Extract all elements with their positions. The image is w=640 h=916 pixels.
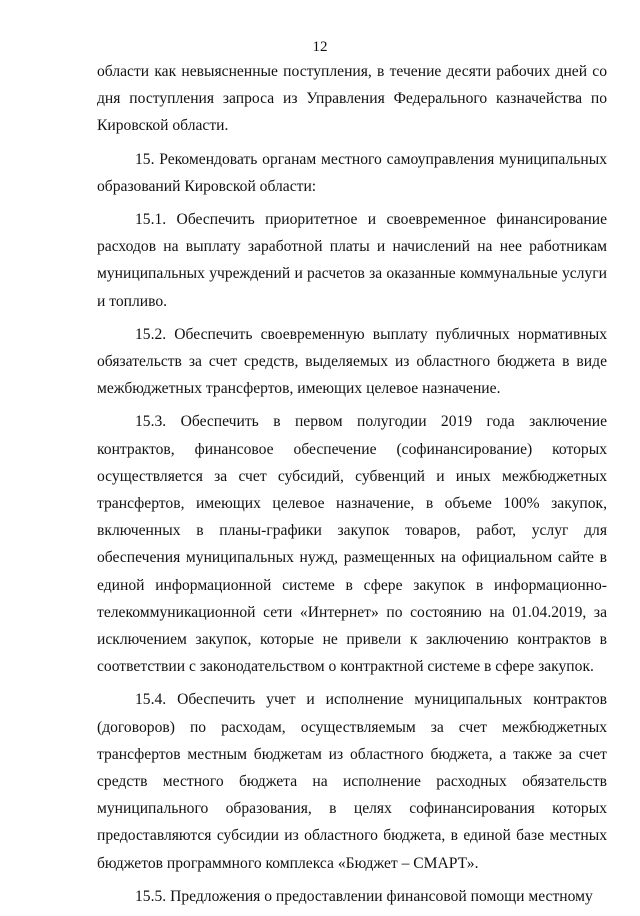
document-body bbox=[97, 58, 607, 916]
paragraph-item-15-5: 15.5. Предложения о предоставлении финансовой помощи местному bbox=[135, 887, 593, 905]
page-number: 12 bbox=[312, 39, 328, 55]
paragraph-continuation: области как невыясненные поступления, в течение десяти рабочих дней со дня поступления запроса из Управления Федерального казначейства по Кировской области. bbox=[97, 63, 607, 135]
paragraph-item-15-4: 15.4. Обеспечить учет и исполнение муниципальных контрактов (договоров) по расходам, осуществляемым за счет межбюджетных трансфертов местным бюджетам из областного бюджета, а также за счет средств местного бюджета на исполнение расходных обязательств муниципального образования, в целях софинансирования которых предоставляются субсидии из областного бюджета, в единой базе местных бюджетов программного комплекса «Бюджет – СМАРТ». bbox=[97, 691, 607, 872]
paragraph-item-15-1: 15.1. Обеспечить приоритетное и своевременное финансирование расходов на выплату заработной платы и начислений на нее работникам муниципальных учреждений и расчетов за оказанные коммунальные услуги и топливо. bbox=[97, 211, 607, 310]
paragraph-item-15-2: 15.2. Обеспечить своевременную выплату публичных нормативных обязательств за счет средств, выделяемых из областного бюджета в виде межбюджетных трансфертов, имеющих целевое назначение. bbox=[97, 325, 607, 398]
paragraph-item-15: 15. Рекомендовать органам местного самоуправления муниципальных образований Кировской области: bbox=[97, 150, 607, 195]
paragraph-item-15-3: 15.3. Обеспечить в первом полугодии 2019 года заключение контрактов, финансовое обеспечение (софинансирование) которых осуществляется за счет субсидий, субвенций и иных межбюджетных трансфертов, имеющих целевое назначение, в объеме 100% закупок, включенных в планы-графики закупок товаров, работ, услуг для обеспечения муниципальных нужд, размещенных на официальном сайте в единой информационной системе в сфере закупок в информационно-телекоммуникационной сети «Интернет» по состоянию на 01.04.2019, за исключением закупок, которые не привели к заключению контрактов в соответствии с законодательством о контрактной системе в сфере закупок. bbox=[97, 413, 607, 676]
